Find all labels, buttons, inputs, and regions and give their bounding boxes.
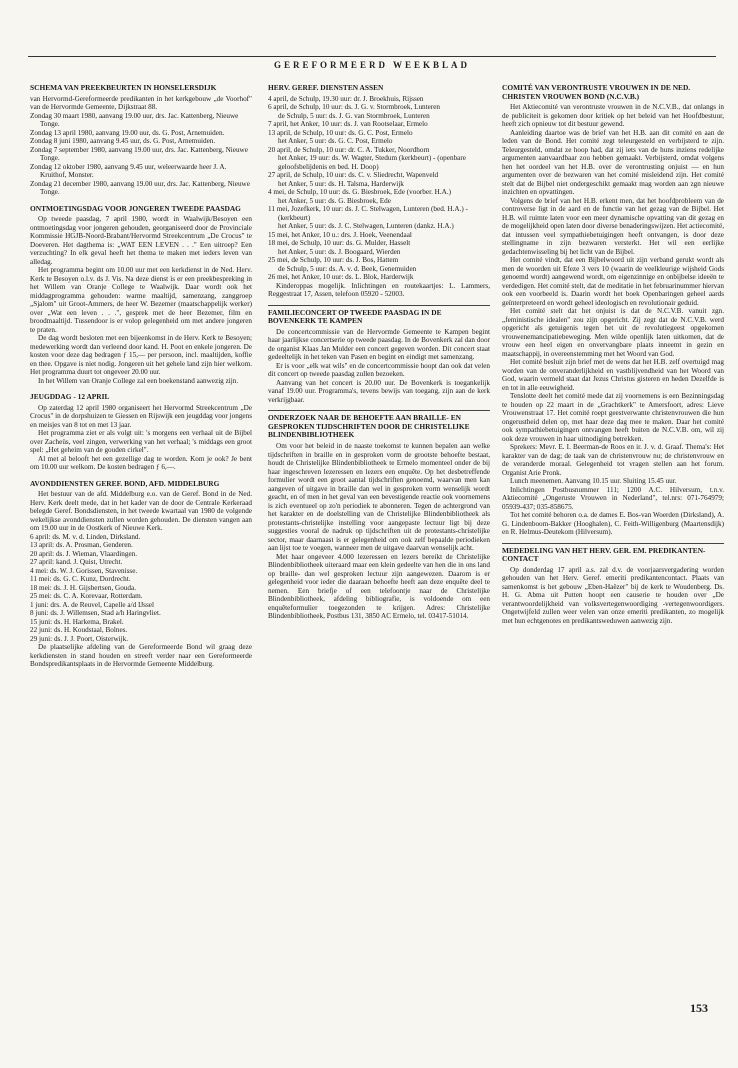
list-item: het Anker, 5 uur: ds. G. C. Post, Ermelo (278, 137, 393, 146)
list-item: 11 mei, Jozefkerk, 10 uur: ds. J. C. Stelwagen, Lunteren (bed. H.A.) - (kerkbeurt) (268, 205, 468, 222)
list-item: 25 mei: ds. C. A. Korevaar, Rotterdam. (30, 592, 143, 601)
paragraph: Om voor het beleid in de naaste toekomst te kunnen bepalen aan welke tijdschriften in braille en in gesproken vorm de grootste behoefte bestaat, houdt de Christelijke Blindenbibliotheek te Ermelo momenteel onder de bij haar ingeschreven lezeressen en lezers een enquête. Op het desbetreffende formulier wordt een groot aantal tijdschriften genoemd, waarvan men kan aangeven of uitgave in braille dan wel in gesproken vorm wenselijk wordt geacht, en of men in het geval van een bevestigende reactie ook voornemens is zich eventueel op zo'n periodiek te abonneren. Tegen de achtergrond van het karakter en de doelstelling van de Christelijke Blindenbibliotheek als protestants-christelijke instelling voor aangepaste lectuur ligt bij deze suggesties vooral de nadruk op tijdschriften uit de protestants-christelijke sector, maar daarnaast is er gelegenheid om ook zelf bepaalde periodieken aan lijst toe te voegen, wanneer men de uitgave daarvan wenselijk acht. (268, 442, 490, 553)
list-item: 29 juni: ds. J. J. Poort, Oisterwijk. (30, 634, 129, 643)
article-heading: AVONDDIENSTEN GEREF. BOND, AFD. MIDDELBURG (30, 478, 220, 488)
list-item: 15 juni: ds. H. Harkema, Brakel. (30, 617, 124, 626)
article-ontmoetingsdag (30, 203, 252, 386)
paragraph: Tot het comité behoren o.a. de dames E. Bos-van Woerden (Dirksland), A. G. Lindenboom-Bakker (Hooghalen), C. Feith-Willigenburg (Maartensdijk) en R. Helmus-Deutekom (Hilversum). (502, 511, 724, 537)
list-item: 7 april, het Anker, 10 uur: ds. J. van Rootselaar, Ermelo (268, 120, 428, 129)
article-mededeling-predikanten (502, 543, 724, 626)
list-item: 11 mei: ds. G. C. Kunz, Dordrecht. (30, 575, 131, 584)
list-item: Zondag 21 december 1980, aanvang 19.00 uur, drs. Jac. Kattenberg, Nieuwe Tonge. (30, 179, 250, 197)
article-avonddiensten (30, 478, 252, 669)
article-heading: JEUGDDAG - 12 APRIL (30, 392, 110, 402)
list-item: 15 mei, het Anker, 10 u.: drs. J. Hoek, Veenendaal (268, 230, 412, 239)
page-number: 153 (690, 1001, 708, 1015)
paragraph: Inlichtingen Postbusnummer 111; 1200 A.C. Hilversum, t.n.v. Aktiecomité „Ongeruste Vrouwen in Nederland", tel.nrs: 071-764979; 05939-437; 035-858675. (502, 485, 724, 511)
paragraph: Tenslotte deelt het comité mede dat zij voornemens is een Bezinningsdag te houden op 22 maart in de „Grachtkerk" te Amersfoort, adres: Lieve Vrouwenstraat 17. Het comité roept geestverwante christenvrouwen die hun ongerustheid delen op, met haar deze dag mee te maken. Daar het comité ook sympathiebetuigingen ontvangen heeft buiten de N.C.V.B. om, wil zij ook deze vrouwen in haar uitnodiging betrekken. (502, 392, 724, 443)
list-item: 1 juni: drs. A. de Reuvel, Capelle a/d IJssel (30, 600, 154, 609)
paragraph: Kinderoppas mogelijk. Inlichtingen en routekaartjes: L. Lammers, Reggestraat 17, Assen, telefoon 05920 - 52003. (268, 281, 490, 299)
paragraph: Al met al belooft het een gezellige dag te worden. Kom je ook? Je bent om 10.00 uur welkom. De kosten bedragen ƒ 6,—. (30, 454, 252, 472)
list-item: 27 april, de Schulp, 10 uur: ds. C. v. Sliedrecht, Wapenveld (268, 171, 439, 180)
list-item: 22 juni: ds. H. Koudstaal, Bolnes. (30, 626, 128, 635)
article-onderzoek-braille (268, 410, 490, 620)
list-item: 6 april, de Schulp, 10 uur: ds. J. G. v. Stormbroek, Lunteren (268, 103, 441, 112)
article-heading: MEDEDELING VAN HET HERV. GER. EM. PREDIKANTEN-CONTACT (502, 543, 724, 564)
paragraph: Het programma ziet er als volgt uit: 's morgens een verhaal uit de Bijbel over Zacheüs, veel zingen, verwerking van het verhaal; 's middags een groot spel: „Het geheim van de gouden cirkel". (30, 429, 252, 455)
paragraph: Er is voor „elk wat wils" en de concertcommissie hoopt dan ook dat velen dit concert op tweede paasdag zullen bezoeken. (268, 361, 490, 379)
article-heading: ONDERZOEK NAAR DE BEHOEFTE AAN BRAILLE- EN GESPROKEN TIJDSCHRIFTEN DOOR DE CHRISTELIJKE BLINDENBIBLIOTHEEK (268, 410, 490, 440)
list-item: 18 mei, de Schulp, 10 uur: ds. G. Mulder, Hasselt (268, 239, 411, 248)
list-item: het Anker, 5 uur: ds. J. Boogaard, Wierden (278, 247, 401, 256)
list-item: 4 mei: ds. W. J. Gorissen, Stavenisse. (30, 566, 138, 575)
article-intro: van Hervormd-Gereformeerde predikanten in het kerkgebouw „de Voorhof" van de Hervormde Gemeente, Dijkstraat 88. (30, 94, 252, 112)
list-item: 8 juni: ds. J. Willemsen, Stad a/h Haringvliet. (30, 609, 161, 618)
article-heading: SCHEMA VAN PREEKBEURTEN IN HONSELERSDIJK (30, 83, 217, 92)
paragraph: Aanvang van het concert is 20.00 uur. De Bovenkerk is toegankelijk vanaf 19.00 uur. Programma's, tevens bewijs van toegang, zijn aan de kerk verkrijgbaar. (268, 378, 490, 404)
paragraph: Het comité besluit zijn brief met de wens dat het H.B. zelf overtuigd mag worden van de onveranderlijkheid en vastblijvendheid van het Woord van God, waarin vermeld staat dat Jezus Christus gisteren en heden Dezelfde is en tot in alle eeuwigheid. (502, 358, 724, 392)
list-item: 4 april, de Schulp, 19.30 uur: dr. J. Broekhuis, Rijssen (268, 94, 424, 103)
preekbeurten-list (30, 112, 252, 197)
article-jeugddag (30, 391, 252, 472)
paragraph: Het bestuur van de afd. Middelburg e.o. van de Geref. Bond in de Ned. Herv. Kerk deelt mede, dat in het kader van de door de Centrale Kerkeraad belegde Geref. Bondsdiensten, in het tweede kwartaal van 1980 de volgende wekelijkse avonddiensten zullen worden gehouden. De diensten vangen aan om 19.00 uur in de Oostkerk of Nieuwe Kerk. (30, 490, 252, 533)
column-3 (502, 82, 724, 631)
paragraph: Op zaterdag 12 april 1980 organiseert het Hervormd Streekcentrum „De Crocus" in de dorpshuizen te Giessen en Rijswijk een jeugddag voor jongens en meisjes van 8 tot en met 13 jaar. (30, 403, 252, 429)
article-heading: HERV. GEREF. DIENSTEN ASSEN (268, 83, 384, 92)
paragraph: Aanleiding daartoe was de brief van het H.B. aan dit comité en aan de leden van de Bond. Het comité zegt teleurgesteld en verbijsterd te zijn. Teleurgesteld, omdat ze hoop had, dat zij iets van de huns inziens redelijke argumenten aanvaardbaar zou hebben gemaakt. Verbijsterd, omdat volgens hen het oordeel van het H.B. over de verontrusting onjuist — en hun argumenten over de bezwaren van het comité misleidend zijn. Het comité stelt dat de Bijbel niet ondergeschikt gemaakt mag worden aan zgn nieuwe inzichten en opvattingen. (502, 128, 724, 197)
article-heading: COMITÉ VAN VERONTRUSTE VROUWEN IN DE NED. CHRISTEN VROUWEN BOND (N.C.V.B.) (502, 83, 691, 101)
paragraph: Op donderdag 17 april a.s. zal d.v. de voorjaarsvergadering worden gehouden van het Herv. Geref. emeriti predikantencontact. Plaats van samenkomst is het gebouw „Eben-Haëzer" bij de kerk te Woudenberg. Ds. H. G. Abma uit Putten hoopt een causerie te houden over „De verantwoordelijkheid van volksvertegenwoordiging -vertegenwoordigers. Ongetwijfeld zullen weer velen van onze emeriti predikanten, zo mogelijk met hun echtgenotes en predikantsweduwen aanwezig zijn. (502, 565, 724, 625)
article-diensten-assen (268, 82, 490, 299)
running-header: GEREFORMEERD WEEKBLAD (28, 56, 716, 70)
paragraph: Op tweede paasdag, 7 april 1980, wordt in Waalwijk/Besoyen een ontmoetingsdag voor jongeren gehouden, georganiseerd door de Provinciale Kommissie HGJB-Noord-Brabant/Hervormd Streekcentrum „De Crocus" te Doeveren. Het dagthema is: „WAT EEN LEVEN . . ." Een uitroep? Een verzuchting? In elk geval heeft het thema te maken met ieders leven van alledag. (30, 215, 252, 266)
article-heading: FAMILIECONCERT OP TWEEDE PAASDAG IN DE BOVENKERK TE KAMPEN (268, 305, 490, 326)
list-item: 26 mei, het Anker, 10 uur: ds. L. Blok, Harderwijk (268, 273, 414, 282)
list-item: Zondag 7 september 1980, aanvang 19.00 uur, drs. Jac. Kattenberg, Nieuwe Tonge. (30, 145, 248, 163)
diensten-list (268, 95, 490, 282)
list-item: 18 mei: ds. J. H. Gijsbertsen, Gouda. (30, 583, 137, 592)
paragraph: Het Aktiecomité van verontruste vrouwen in de N.C.V.B., dat onlangs in de publiciteit is gekomen door kritiek op het beleid van het Hoofdbestuur, heeft zich opnieuw tot dit bestuur gewend. (502, 103, 724, 129)
list-item: de Schulp, 5 uur: ds. J. G. van Stormbroek, Lunteren (278, 111, 430, 120)
list-item: het Anker, 5 uur: ds. J. C. Stelwagen, Lunteren (dankz. H.A.) (278, 222, 454, 231)
article-schema-preekbeurten (30, 82, 252, 197)
list-item: 20 april: ds. J. Wieman, Vlaardingen. (30, 549, 138, 558)
list-item: het Anker, 19 uur: ds. W. Wagter, Stedum (kerkbeurt) - (openbare geloofsbelijdenis en bed. H. Doop) (278, 154, 466, 171)
paragraph: Lunch meenemen. Aanvang 10.15 uur. Sluiting 15.45 uur. (510, 477, 677, 486)
list-item: Zondag 13 april 1980, aanvang 19.00 uur, ds. G. Post, Arnemuiden. (30, 128, 225, 137)
paragraph: De plaatselijke afdeling van de Gereformeerde Bond wil graag deze kerkdiensten in stand houden en streeft verder naar een Gereformeerde Bondspredikantsplaats in de Hervormde Gemeente Middelburg. (30, 643, 252, 669)
list-item: 25 mei, de Schulp, 10 uur: ds. J. Bos, Hattem (268, 256, 399, 265)
list-item: 6 april: ds. M. v. d. Linden, Dirksland. (30, 532, 141, 541)
list-item: de Schulp, 5 uur: ds. A. v. d. Beek, Genemuiden (278, 264, 417, 273)
paragraph: Sprekers: Mevr. E. I. Beerman-de Roos en ir. J. v. d. Graaf. Thema's: Het karakter van de dag; de taak van de christenvrouw nu; de christenvrouw en de veranderde moraal. Gelegenheid tot vragen stellen aan het forum. Organist Arie Pronk. (502, 443, 724, 477)
column-2 (268, 82, 490, 627)
avonddiensten-list (30, 533, 252, 644)
paragraph: In het Willem van Oranje College zal een boekenstand aanwezig zijn. (38, 376, 239, 385)
list-item: het Anker, 5 uur: ds. H. Talsma, Harderwijk (278, 179, 404, 188)
list-item: Zondag 12 oktober 1980, aanvang 9.45 uur, weleerwaarde heer J. A. Kruithof, Monster. (30, 162, 227, 180)
paragraph: Met haar ongeveer 4.000 lezeressen en lezers bereikt de Christelijke Blindenbibliotheek uiteraard maar een klein gedeelte van hen die in ons land op braille- dan wel gesproken lectuur zijn aangewezen. Daarom is er gelegenheid voor ieder die daaraan behoefte heeft aan deze enquête deel te nemen. Een briefje of een telefoontje naar de Christelijke Blindenbibliotheek, afdeling bibliografie, is voldoende om een enquêteformulier toegezonden te krijgen. Adres: Christelijke Blindenbibliotheek, Postbus 131, 3850 AC Ermelo, tel. 03417-51014. (268, 552, 490, 621)
article-heading: ONTMOETINGSDAG VOOR JONGEREN TWEEDE PAASDAG (30, 203, 241, 213)
paragraph: De concertcommissie van de Hervormde Gemeente te Kampen begint haar jaarlijkse concertserie op tweede paasdag. In de Bovenkerk zal dan door de organist Klaas Jan Mulder een concert gegeven worden. Dit concert staat gedeeltelijk in het teken van Pasen en begint en eindigt met samenzang. (268, 327, 490, 362)
list-item: het Anker, 5 uur: ds. G. Biesbroek, Ede (278, 196, 391, 205)
list-item: 20 april, de Schulp, 10 uur: dr. C. A. Tukker, Noordhorn (268, 145, 430, 154)
column-1 (30, 82, 252, 675)
paragraph: Volgens de brief van het H.B. erkent men, dat het hoofdprobleem van de controverse ligt in de aard en de functie van het gezag van de Bijbel. Het H.B. wil ruimte laten voor een meer dynamische opvatting van dit gezag en de mogelijkheid open laten door diverse benaderingswijzen. Het actiecomité, dat intussen veel sympathiebetuigingen heeft ontvangen, is door deze stellingname in zijn bezwaren versterkt. Het wil een eerlijke gedachtenwisseling bij het licht van de Bijbel. (502, 196, 724, 256)
article-familieconcert (268, 305, 490, 405)
paragraph: Het programma begint om 10.00 uur met een kerkdienst in de Ned. Herv. Kerk te Besoyen o.l.v. ds J. Vis. Na deze dienst is er een preekbespreking in het Willem van Oranje College te Waalwijk. Daar wordt ook het middagprogramma gehouden: warme maaltijd, samenzang, zanggroep „Sjalom" uit Groot-Ammers, de heer W. Bezemer (maatschappelijk werker) over „Wat een leven . . .", gesprek met de heer Bezemer, film en broodmaaltijd. Tussendoor is er volop gelegenheid om met andere jongeren te praten. (30, 266, 252, 334)
paragraph: De dag wordt besloten met een bijeenkomst in de Herv. Kerk te Besoyen; medewerking wordt dan verleend door kand. H. Poot en enkele jongeren. De kosten voor deze dag bedragen ƒ 15,— per persoon, incl. maaltijden, koffie en thee. Opgave is niet nodig. Jongeren uit het gehele land zijn hier welkom. Het programma duurt tot ongeveer 20.00 uur. (30, 334, 252, 377)
list-item: 13 april, de Schulp, 10 uur: ds. G. C. Post, Ermelo (268, 128, 413, 137)
paragraph: Het comité vindt, dat een Bijbelwoord uit zijn verband gerukt wordt als men de woorden uit Efeze 3 vers 10 (waarin de veelkleurige wijsheid Gods genoemd wordt) aangewend wordt, om eigenzinnige en onbijbelse ideeën te verdedigen. Het comité stelt, dat de meditatie in het februarinummer hiervan ook een voorbeeld is. Daarin wordt het boek Openbaringen geheel aards geïnterpreteerd en wordt geheel ideologisch en revolutionair geduid. (502, 256, 724, 307)
list-item: 4 mei, de Schulp, 10 uur: ds. G. Biesbroek, Ede (voorber. H.A.) (268, 188, 452, 197)
article-comite-verontruste-vrouwen (502, 82, 724, 537)
list-item: 13 april: ds. A. Prosman, Genderen. (30, 541, 133, 550)
list-item: Zondag 8 juni 1980, aanvang 9.45 uur, ds. G. Post, Arnemuiden. (30, 137, 216, 146)
list-item: 27 april: kand. J. Quist, Utrecht. (30, 558, 123, 567)
paragraph: Het comité stelt dat het onjuist is dat de N.C.V.B. vanuit zgn. „feministische idealen" zou zijn opgericht. Zij zegt dat de N.C.V.B. werd opgericht als getuigenis tegen het uit de revolutiegeest opgekomen vrouwenemancipatiebeweging. Men wilde openlijk laten uitkomen, dat de vrouw een heel eigen en onvervangbare plaats inneemt in gezin en maatschappij, in overeenstemming met het Woord van God. (502, 307, 724, 358)
list-item: Zondag 30 maart 1980, aanvang 19.00 uur, drs. Jac. Kattenberg, Nieuwe Tonge. (30, 111, 239, 129)
